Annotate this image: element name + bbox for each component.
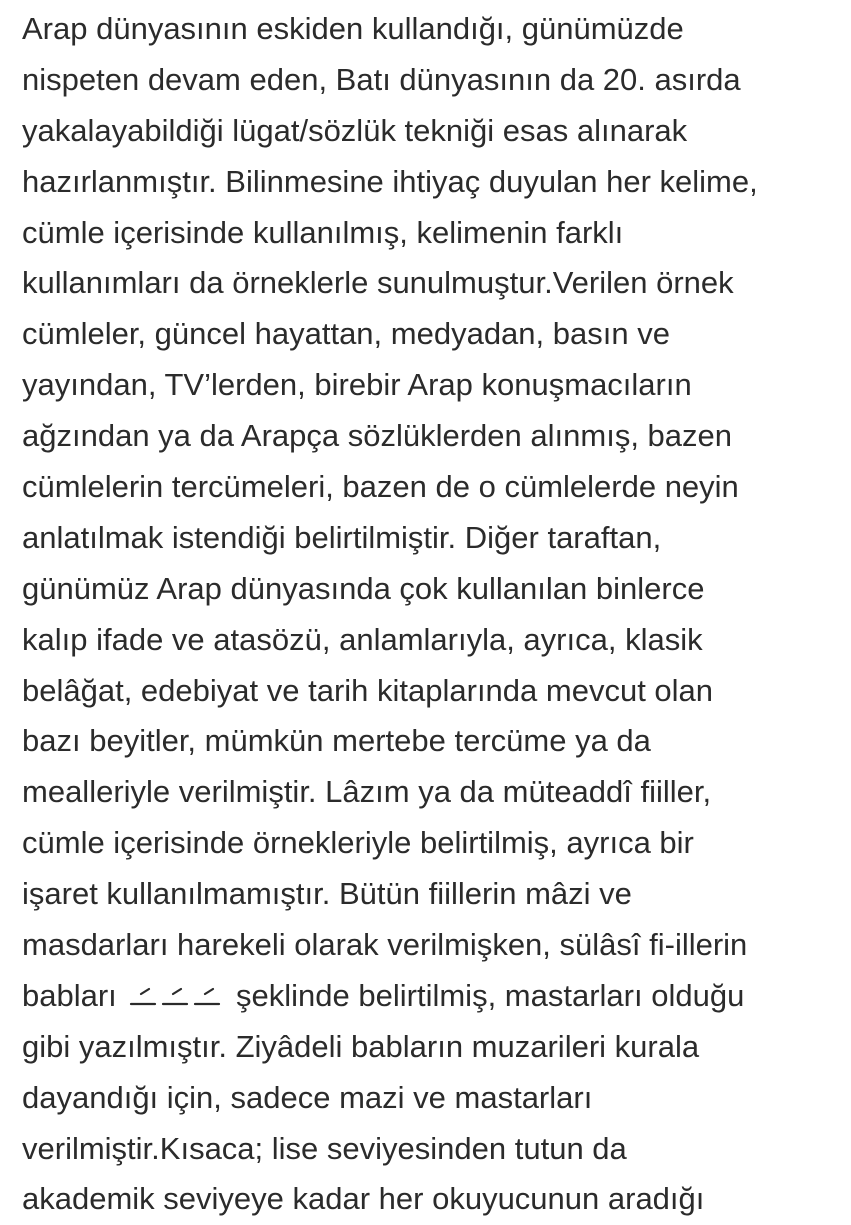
text-line-21: gibi yazılmıştır. Ziyâdeli babların muzarileri kurala xyxy=(22,1028,700,1064)
text-line-16: mealleriyle verilmiştir. Lâzım ya da müteaddî fiiller, xyxy=(22,774,712,810)
text-line-13: kalıp ifade ve atasözü, anlamlarıyla, ayrıca, klasik xyxy=(22,621,703,657)
text-line-12: günümüz Arap dünyasında çok kullanılan binlerce xyxy=(22,570,705,606)
text-line-9: ağzından ya da Arapça sözlüklerden alınmış, bazen xyxy=(22,418,733,454)
text-line-4: hazırlanmıştır. Bilinmesine ihtiyaç duyulan her kelime, xyxy=(22,163,758,199)
arabic-harakat-marks-icon xyxy=(127,980,223,1010)
bablar-prefix: babları xyxy=(22,977,117,1013)
text-line-15: bazı beyitler, mümkün mertebe tercüme ya da xyxy=(22,723,651,759)
text-line-5: cümle içerisinde kullanılmış, kelimenin farklı xyxy=(22,214,624,250)
text-line-8: yayından, TV’lerden, birebir Arap konuşmacıların xyxy=(22,367,692,403)
text-line-3: yakalayabildiği lügat/sözlük tekniği esas alınarak xyxy=(22,112,688,148)
text-line-11: anlatılmak istendiği belirtilmiştir. Diğer taraftan, xyxy=(22,519,662,555)
text-line-1: Arap dünyasının eskiden kullandığı, günümüzde xyxy=(22,11,684,46)
bablar-suffix: şeklinde belirtilmiş, mastarları olduğu xyxy=(236,977,745,1013)
text-line-14: belâğat, edebiyat ve tarih kitaplarında mevcut olan xyxy=(22,672,714,708)
text-line-24: akademik seviyeye kadar her okuyucunun aradığı xyxy=(22,1181,705,1217)
text-line-7: cümleler, güncel hayattan, medyadan, basın ve xyxy=(22,316,670,352)
text-line-10: cümlelerin tercümeleri, bazen de o cümlelerde neyin xyxy=(22,469,739,505)
text-line-18: işaret kullanılmamıştır. Bütün fiillerin mâzi ve xyxy=(22,876,632,912)
text-line-6: kullanımları da örneklerle sunulmuştur.Verilen örnek xyxy=(22,265,734,301)
text-line-17: cümle içerisinde örnekleriyle belirtilmiş, ayrıca bir xyxy=(22,825,694,861)
text-line-20 xyxy=(22,971,842,1022)
text-line-2: nispeten devam eden, Batı dünyasının da 20. asırda xyxy=(22,61,741,97)
text-line-23: verilmiştir.Kısaca; lise seviyesinden tutun da xyxy=(22,1130,627,1166)
text-line-19: masdarları harekeli olarak verilmişken, sülâsî fi-illerin xyxy=(22,927,748,963)
article-body xyxy=(22,4,842,1225)
text-line-22: dayandığı için, sadece mazi ve mastarları xyxy=(22,1079,593,1115)
